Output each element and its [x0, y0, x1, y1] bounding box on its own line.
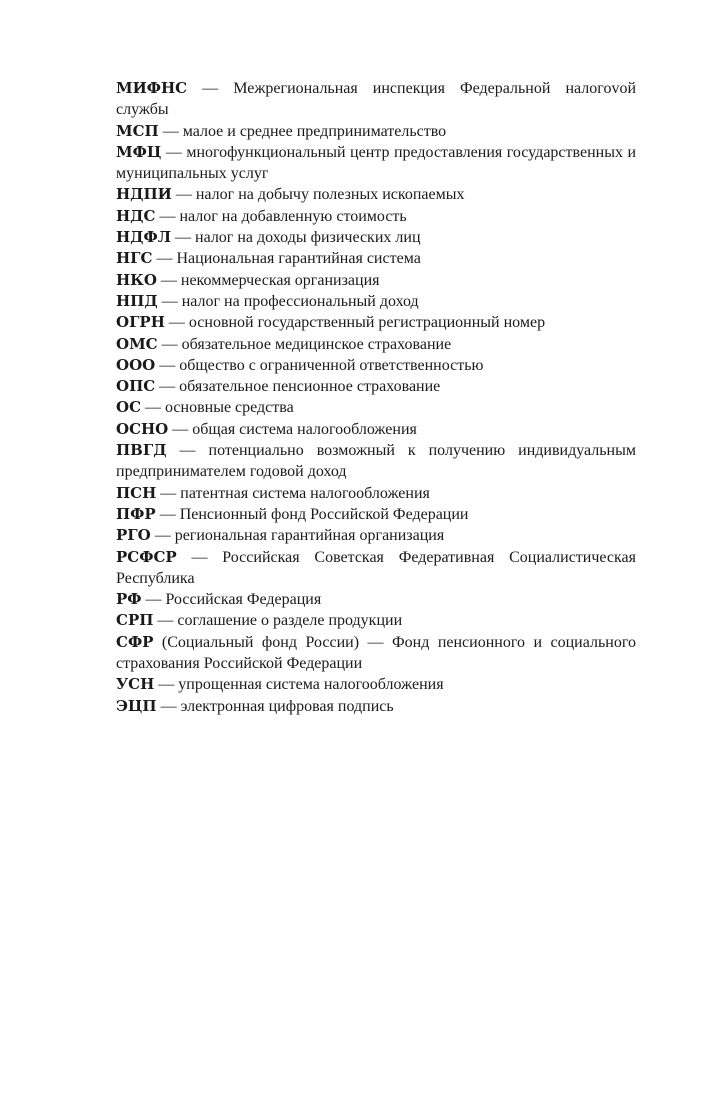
abbreviation-term: ПФР	[116, 504, 156, 523]
list-item	[116, 248, 636, 269]
abbreviation-definition: — налог на добавленную стоимость	[155, 207, 407, 225]
list-item	[116, 334, 636, 355]
abbreviation-definition: — обязательное пенсионное страхование	[155, 378, 441, 396]
abbreviation-term: МИФНС	[116, 79, 188, 97]
abbreviation-definition: — упрощенная система налогообложения	[154, 676, 444, 694]
list-item	[116, 355, 636, 376]
abbreviation-definition: — основные средства	[141, 399, 294, 417]
abbreviation-term: ПСН	[116, 483, 157, 502]
abbreviation-term: НГС	[116, 249, 153, 268]
list-item	[116, 78, 636, 121]
list-item	[116, 440, 636, 483]
abbreviation-definition: — соглашение о разделе продукции	[153, 612, 403, 630]
abbreviation-term: НДФЛ	[116, 228, 172, 247]
abbreviation-definition: — Национальная гарантийная система	[152, 250, 421, 268]
abbreviation-definition: — малое и среднее предпринимательство	[158, 122, 447, 140]
abbreviation-term: РФ	[116, 590, 142, 609]
list-item	[116, 632, 636, 675]
list-item	[116, 121, 636, 142]
abbreviation-definition: — некоммерческая организация	[156, 271, 380, 289]
abbreviation-term: ОГРН	[116, 313, 165, 332]
list-item	[116, 291, 636, 312]
abbreviation-term: ОПС	[116, 377, 156, 396]
abbreviation-term: НКО	[116, 270, 157, 289]
abbreviation-definition: (Социальный фонд России) — Фонд пенсионного и социального страхования Российской Федерации	[116, 633, 636, 673]
list-item	[116, 504, 636, 525]
list-item	[116, 184, 636, 205]
list-item	[116, 312, 636, 333]
abbreviation-definition: — налог на добычу полезных ископаемых	[171, 186, 465, 204]
abbreviation-definition: — Российская Советская Федеративная Социалистическая Республика	[116, 548, 636, 587]
list-item	[116, 376, 636, 397]
abbreviation-term: СФР	[116, 632, 154, 651]
list-item	[116, 547, 636, 590]
abbreviation-term: РСФСР	[116, 547, 177, 566]
abbreviation-list	[116, 78, 636, 717]
list-item	[116, 419, 636, 440]
abbreviation-term: РГО	[116, 526, 151, 545]
abbreviation-term: ПВГД	[116, 441, 167, 460]
abbreviation-definition: — многофункциональный центр предоставления государственных и муниципальных услуг	[116, 143, 636, 183]
list-item	[116, 270, 636, 291]
abbreviation-definition: — общество с ограниченной ответственностью	[155, 356, 484, 374]
abbreviation-term: НДПИ	[116, 185, 172, 204]
list-item	[116, 674, 636, 695]
abbreviation-definition: — региональная гарантийная организация	[150, 527, 445, 545]
list-item	[116, 227, 636, 248]
abbreviation-definition: — общая система налогообложения	[168, 420, 417, 438]
list-item	[116, 397, 636, 418]
abbreviation-definition: — основной государственный регистрационный номер	[164, 314, 546, 332]
list-item	[116, 525, 636, 546]
abbreviation-term: ОМС	[116, 334, 158, 353]
abbreviation-term: НПД	[116, 291, 158, 310]
list-item	[116, 142, 636, 185]
list-item	[116, 696, 636, 717]
abbreviation-term: НДС	[116, 206, 156, 225]
abbreviation-definition: — Российская Федерация	[141, 591, 322, 609]
abbreviation-definition: — налог на профессиональный доход	[157, 292, 419, 310]
abbreviation-definition: — Межрегиональная инспекция Федеральной налогоvой службы	[116, 80, 636, 119]
abbreviation-term: СРП	[116, 611, 154, 630]
abbreviation-term: ОС	[116, 398, 142, 417]
abbreviation-term: ООО	[116, 355, 156, 374]
abbreviation-definition: — Пенсионный фонд Российской Федерации	[155, 505, 469, 523]
abbreviation-definition: — патентная система налогообложения	[156, 484, 430, 502]
abbreviation-definition: — налог на доходы физических лиц	[171, 229, 421, 247]
abbreviation-term: МСП	[116, 121, 159, 140]
list-item	[116, 206, 636, 227]
abbreviation-term: ОСНО	[116, 419, 169, 438]
abbreviation-definition: — обязательное медицинское страхование	[157, 335, 452, 353]
abbreviation-term: МФЦ	[116, 142, 162, 161]
abbreviation-definition: — потенциально возможный к получению индивидуальным предпринимателем годовой доход	[116, 442, 636, 481]
abbreviation-term: УСН	[116, 675, 155, 694]
list-item	[116, 589, 636, 610]
abbreviation-definition: — электронная цифровая подпись	[156, 697, 394, 715]
list-item	[116, 483, 636, 504]
abbreviation-term: ЭЦП	[116, 696, 157, 715]
list-item	[116, 610, 636, 631]
